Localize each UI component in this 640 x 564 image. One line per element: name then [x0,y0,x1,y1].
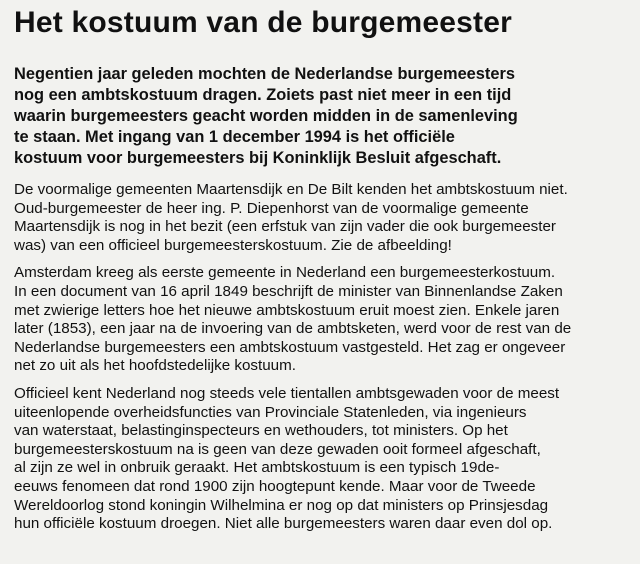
body-paragraph-2 [14,264,628,376]
body-paragraph-1 [14,181,628,255]
body-line: Wereldoorlog stond koningin Wilhelmina er nog op dat ministers op Prinsjesdag [14,496,549,514]
body-line: was) van een officieel burgemeesterskostuum. Zie de afbeelding! [14,236,452,254]
body-line: Maartensdijk is nog in het bezit (een erfstuk van zijn vader die ook burgemeester [14,218,556,236]
body-line: Nederlandse burgemeesters een ambtskostuum vastgesteld. Het zag er ongeveer [14,338,566,356]
body-line: al zijn ze wel in onbruik geraakt. Het ambtskostuum is een typisch 19de- [14,459,500,477]
lead-line: waarin burgemeesters geacht worden midden in de samenleving [14,107,518,125]
body-line: Amsterdam kreeg als eerste gemeente in Nederland een burgemeesterkostuum. [14,264,556,282]
body-line: Officieel kent Nederland nog steeds vele tientallen ambtsgewaden voor de meest [14,384,560,402]
body-line: net zo uit als het hoofdstedelijke kostuum. [14,357,296,375]
body-paragraph-3 [14,385,628,534]
body-line: later (1853), een jaar na de invoering van de ambtsketen, werd voor de rest van de [14,320,572,338]
body-line: De voormalige gemeenten Maartensdijk en De Bilt kenden het ambtskostuum niet. [14,181,568,198]
lead-line: te staan. Met ingang van 1 december 1994 is het officiële [14,128,455,146]
lead-line: kostuum voor burgemeesters bij Koninklijk Besluit afgeschaft. [14,149,502,167]
lead-line: Negentien jaar geleden mochten de Nederlandse burgemeesters [14,65,515,83]
lead-paragraph [14,64,628,169]
body-line: eeuws fenomeen dat rond 1900 zijn hoogtepunt kende. Maar voor de Tweede [14,477,536,495]
body-line: met zwierige letters hoe het nieuwe ambtskostuum eruit moest zien. Enkele jaren [14,301,560,319]
lead-line: nog een ambtskostuum dragen. Zoiets past niet meer in een tijd [14,86,512,104]
body-line: van waterstaat, belastinginspecteurs en wethouders, tot ministers. Op het [14,422,508,440]
body-line: hun officiële kostuum droegen. Niet alle burgemeesters waren daar even dol op. [14,515,553,533]
body-line: Oud-burgemeester de heer ing. P. Diepenhorst van de voormalige gemeente [14,199,529,217]
body-line: uiteenlopende overheidsfuncties van Provinciale Statenleden, via ingenieurs [14,403,527,421]
body-line: In een document van 16 april 1849 beschrijft de minister van Binnenlandse Zaken [14,282,563,300]
body-line: burgemeesterskostuum na is geen van deze gewaden ooit formeel afgeschaft, [14,440,541,458]
article-title: Het kostuum van de burgemeester [14,6,513,39]
